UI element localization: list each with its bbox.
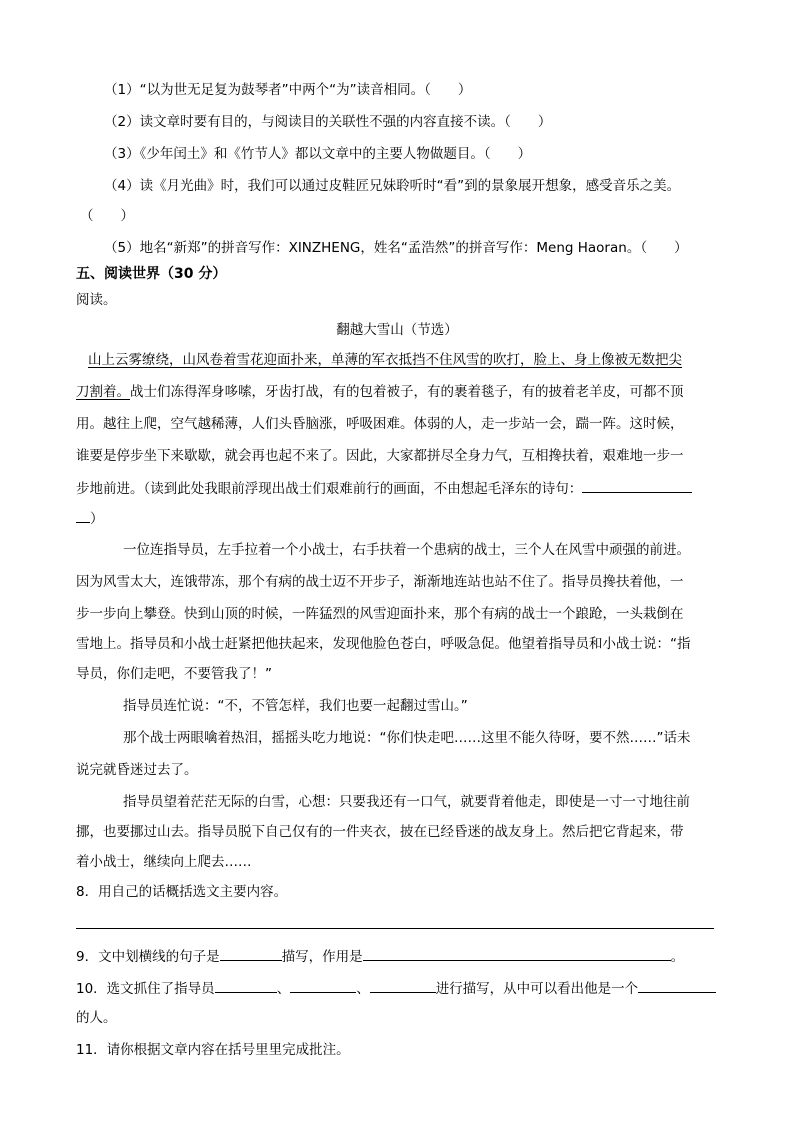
q10-blank-3[interactable] (370, 978, 436, 993)
passage-line: 谁要是停步坐下来歇歇，就会再也起不来了。因此，大家都拼尽全身力气，互相搀扶着，艰难地一步一 (76, 448, 684, 464)
question-10 (76, 978, 748, 999)
q10-sep: 、 (356, 981, 370, 997)
annotation-blank[interactable] (582, 478, 692, 493)
judgment-4-bracket: （ ） (80, 208, 134, 224)
section-heading: 五、阅读世界（30 分） (76, 266, 227, 282)
judgment-4: （4）读《月光曲》时，我们可以通过皮鞋匠兄妹聆听时“看”到的景象展开想象，感受音乐之美。 (104, 178, 681, 194)
q9-text: 描写，作用是 (281, 949, 363, 965)
passage-line (76, 478, 748, 499)
answer-line-8[interactable] (76, 928, 714, 929)
section-intro: 阅读。 (76, 292, 117, 308)
q10-text: 10．选文抓住了指导员 (76, 981, 215, 997)
passage-line (76, 382, 748, 402)
question-10-end: 的人。 (76, 1010, 117, 1026)
passage-line (88, 350, 760, 370)
q9-blank-type[interactable] (220, 946, 282, 961)
passage-line: 挪，也要挪过山去。指导员脱下自己仅有的一件夹衣，披在已经昏迷的战友身上。然后把它背起来，带 (76, 824, 684, 840)
q10-blank-2[interactable] (290, 978, 356, 993)
passage-line: 步一步向上攀登。快到山顶的时候，一阵猛烈的风雪迎面扑来，那个有病的战士一个踉跄，一头栽倒在 (76, 606, 684, 622)
passage-line: 导员，你们走吧，不要管我了！” (76, 666, 272, 682)
passage-line: 用。越往上爬，空气越稀薄，人们头昏脑涨，呼吸困难。体弱的人，走一步站一会，踹一阵。这时候， (76, 416, 684, 432)
judgment-1: （1）“以为世无足复为鼓琴者”中两个“为”读音相同。（ ） (104, 82, 472, 98)
passage-title: 翻越大雪山（节选） (336, 322, 458, 338)
passage-text: ） (90, 511, 104, 527)
passage-line: 着小战士，继续向上爬去…… (76, 854, 252, 870)
passage-text: 步地前进。（读到此处我眼前浮现出战士们艰难前行的画面，不由想起毛泽东的诗句： (76, 481, 583, 497)
passage-line (76, 508, 748, 529)
passage-line: 因为风雪太大，连饿带冻，那个有病的战士迈不开步子，渐渐地连站也站不住了。指导员搀扶着他，一 (76, 574, 684, 590)
annotation-blank-cont[interactable] (76, 508, 90, 523)
judgment-5: （5）地名“新郑”的拼音写作：XINZHENG，姓名“孟浩然”的拼音写作：Meng Haoran。（ ） (104, 240, 688, 256)
underlined-sentence: 山上云雾缭绕，山风卷着雪花迎面扑来，单薄的军衣抵挡不住风雪的吹打，脸上、身上像被无数把尖 (88, 352, 682, 368)
passage-line: 说完就昏迷过去了。 (76, 762, 198, 778)
q9-text: 9．文中划横线的句子是 (76, 949, 220, 965)
question-11: 11．请你根据文章内容在括号里里完成批注。 (76, 1042, 350, 1058)
judgment-3: （3）《少年闰土》和《竹节人》都以文章中的主要人物做题目。（ ） (104, 146, 532, 162)
passage-line: 雪地上。指导员和小战士赶紧把他扶起来，发现他脸色苍白，呼吸急促。他望着指导员和小战士说：“指 (76, 636, 691, 652)
q10-blank-1[interactable] (215, 978, 277, 993)
judgment-2: （2）读文章时要有目的，与阅读目的关联性不强的内容直接不读。（ ） (104, 114, 552, 130)
q10-sep: 、 (276, 981, 291, 997)
q10-blank-4[interactable] (638, 978, 716, 993)
question-8: 8．用自己的话概括选文主要内容。 (76, 884, 288, 900)
underlined-sentence-end: 刀割着。 (76, 384, 130, 400)
passage-line: 指导员望着茫茫无际的白雪，心想：只要我还有一口气，就要背着他走，即使是一寸一寸地往前 (123, 794, 690, 810)
passage-line: 一位连指导员，左手拉着一个小战士，右手扶着一个患病的战士，三个人在风雪中顽强的前进。 (123, 542, 690, 558)
q10-text: 进行描写，从中可以看出他是一个 (435, 981, 639, 997)
q9-blank-effect[interactable] (363, 946, 671, 961)
passage-text: 战士们冻得浑身哆嗦，牙齿打战，有的包着被子，有的裹着毯子，有的披着老羊皮，可都不顶 (130, 384, 684, 400)
q9-text: 。 (670, 949, 685, 965)
passage-line: 指导员连忙说：“不，不管怎样，我们也要一起翻过雪山。” (123, 698, 468, 714)
question-9 (76, 946, 748, 967)
passage-line: 那个战士两眼噙着热泪，摇摇头吃力地说：“你们快走吧……这里不能久待呀，要不然……”话未 (123, 730, 691, 746)
